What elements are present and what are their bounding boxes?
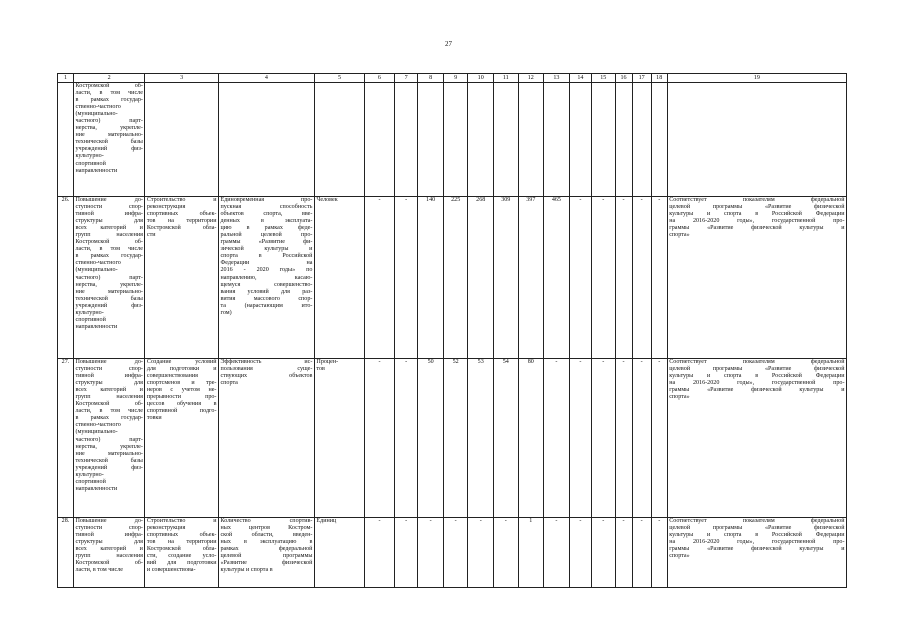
value-cell xyxy=(494,83,519,197)
note-cell xyxy=(667,83,846,197)
value-cell: - xyxy=(615,197,632,359)
event-line: спортивной подго- xyxy=(146,408,217,415)
note-cell xyxy=(667,359,846,518)
objective-line: групп населения xyxy=(75,232,143,239)
event-line: товки xyxy=(146,415,162,422)
value-cell: - xyxy=(615,359,632,518)
value-cell: 397 xyxy=(518,197,544,359)
value-cell: - xyxy=(394,197,417,359)
value-cell: - xyxy=(632,359,651,518)
note-line: спорта» xyxy=(669,553,690,560)
value-cell: - xyxy=(569,359,591,518)
indicator-line: ральной целевой про- xyxy=(220,232,313,239)
indicator-line: денных в эксплуата- xyxy=(220,218,313,225)
value-cell: - xyxy=(365,197,395,359)
value-cell xyxy=(592,83,615,197)
column-number: 9 xyxy=(443,74,468,83)
event-line: тов на территории xyxy=(146,218,217,225)
note-line: культуры и спорта в Российской Федерации xyxy=(669,211,845,218)
value-cell xyxy=(632,83,651,197)
indicator-line: пользования суще- xyxy=(220,366,313,373)
objective-line: структуры для xyxy=(75,539,143,546)
event-line: Создание условий xyxy=(146,359,217,365)
objective-line: ние материально- xyxy=(75,450,143,457)
note-line: на 2016-2020 годы», государственной про- xyxy=(669,380,845,387)
column-number: 6 xyxy=(365,74,395,83)
note-line: граммы «Развитие физической культуры и xyxy=(669,225,845,232)
value-cell: 268 xyxy=(468,197,494,359)
objective-line: (муниципально- xyxy=(75,267,118,274)
note-line: граммы «Развитие физической культуры и xyxy=(669,546,845,553)
objective-line: учреждений физ- xyxy=(75,302,143,309)
objective-line: культурно- xyxy=(75,153,104,160)
column-number: 7 xyxy=(394,74,417,83)
value-cell: 52 xyxy=(443,359,468,518)
value-cell: - xyxy=(632,197,651,359)
objective-cell xyxy=(73,197,144,359)
indicator-line: Единовременная про- xyxy=(220,197,313,203)
objective-line: технической базы xyxy=(75,457,143,464)
column-number: 1 xyxy=(58,74,74,83)
indicator-cell xyxy=(218,83,314,197)
unit-cell xyxy=(314,197,364,359)
event-line: тов на территории xyxy=(146,539,217,546)
column-number: 10 xyxy=(468,74,494,83)
indicator-cell xyxy=(218,359,314,518)
objective-line: культурно- xyxy=(75,309,104,316)
note-line: Соответствует показателям федеральной xyxy=(669,197,845,203)
objective-line: ственно-частного xyxy=(75,104,121,111)
objective-line: спортивной xyxy=(75,478,106,485)
objective-line: тивной инфра- xyxy=(75,532,143,539)
table-row xyxy=(58,197,847,359)
indicator-line: Федерации на xyxy=(220,260,313,267)
column-number: 12 xyxy=(518,74,544,83)
objective-line: ласти, в том числе xyxy=(75,567,123,574)
indicator-cell xyxy=(218,518,314,588)
objective-line: ступности спор- xyxy=(75,366,143,373)
note-line: Соответствует показателям федеральной xyxy=(669,359,845,365)
value-cell: - xyxy=(569,197,591,359)
event-line: реконструкция xyxy=(146,525,186,532)
objective-line: ласти, в том числе xyxy=(75,246,143,253)
indicator-line: направлению, касаю- xyxy=(220,274,313,281)
value-cell xyxy=(394,83,417,197)
objective-line: спортивной xyxy=(75,160,106,167)
value-cell: 309 xyxy=(494,197,519,359)
row-number xyxy=(58,83,74,197)
note-line: на 2016-2020 годы», государственной про- xyxy=(669,539,845,546)
event-line: Костромской обла- xyxy=(146,546,217,553)
objective-line: Костромской об- xyxy=(75,83,143,89)
indicator-cell xyxy=(218,197,314,359)
objective-line: в рамках государ- xyxy=(75,253,143,260)
indicators-table xyxy=(57,73,847,588)
objective-line: технической базы xyxy=(75,295,143,302)
value-cell: 1 xyxy=(518,518,544,588)
note-line: целевой программы «Развитие физической xyxy=(669,204,845,211)
objective-line: структуры для xyxy=(75,380,143,387)
objective-line: ступности спор- xyxy=(75,204,143,211)
unit-cell xyxy=(314,83,364,197)
table-row xyxy=(58,359,847,518)
objective-line: частного) парт- xyxy=(75,274,143,281)
value-cell: - xyxy=(632,518,651,588)
value-cell xyxy=(443,83,468,197)
value-cell: 50 xyxy=(418,359,444,518)
event-cell xyxy=(145,359,219,518)
value-cell: 80 xyxy=(518,359,544,518)
objective-line: всех категорий и xyxy=(75,546,143,553)
table-row xyxy=(58,518,847,588)
row-number: 26. xyxy=(58,197,74,359)
event-line: спортивных объек- xyxy=(146,532,217,539)
objective-line: структуры для xyxy=(75,218,143,225)
value-cell xyxy=(615,83,632,197)
indicator-line: Эффективность ис- xyxy=(220,359,313,365)
value-cell: 140 xyxy=(418,197,444,359)
unit-line: Человек xyxy=(316,197,338,203)
unit-cell xyxy=(314,359,364,518)
column-number: 19 xyxy=(667,74,846,83)
column-number: 18 xyxy=(651,74,667,83)
indicator-line: 2016 - 2020 годы» по xyxy=(220,267,313,274)
event-cell xyxy=(145,83,219,197)
unit-cell xyxy=(314,518,364,588)
indicator-line: гом) xyxy=(220,309,232,316)
indicator-line: зической культуры и xyxy=(220,246,313,253)
objective-line: (муниципально- xyxy=(75,429,118,436)
event-line: Костромской обла- xyxy=(146,225,217,232)
indicator-line: ской области, введен- xyxy=(220,532,313,539)
value-cell: - xyxy=(651,359,667,518)
row-number: 27. xyxy=(58,359,74,518)
value-cell: 53 xyxy=(468,359,494,518)
column-number: 4 xyxy=(218,74,314,83)
indicator-line: ных в эксплуатацию в xyxy=(220,539,313,546)
objective-line: групп населения xyxy=(75,394,143,401)
event-cell xyxy=(145,518,219,588)
objective-line: (муниципально- xyxy=(75,111,118,118)
unit-line: тов xyxy=(316,366,325,373)
value-cell: - xyxy=(651,518,667,588)
objective-cell xyxy=(73,518,144,588)
event-line: вий для подготовки xyxy=(146,560,217,567)
value-cell xyxy=(365,83,395,197)
column-number: 2 xyxy=(73,74,144,83)
objective-line: групп населения xyxy=(75,553,143,560)
objective-line: Костромской об- xyxy=(75,560,143,567)
value-cell: - xyxy=(569,518,591,588)
objective-line: ласти, в том числе xyxy=(75,408,143,415)
value-cell: - xyxy=(443,518,468,588)
indicator-line: вания условий для раз- xyxy=(220,288,313,295)
objective-line: частного) парт- xyxy=(75,436,143,443)
value-cell xyxy=(468,83,494,197)
note-line: граммы «Развитие физической культуры и xyxy=(669,387,845,394)
value-cell: - xyxy=(592,359,615,518)
column-number: 17 xyxy=(632,74,651,83)
objective-line: ние материально- xyxy=(75,132,143,139)
indicator-line: пускная способность xyxy=(220,204,313,211)
column-number: 8 xyxy=(418,74,444,83)
indicator-line: спорта в Российской xyxy=(220,253,313,260)
objective-line: ние материально- xyxy=(75,288,143,295)
unit-line: Единиц xyxy=(316,518,337,524)
note-cell xyxy=(667,518,846,588)
objective-line: спортивной xyxy=(75,316,106,323)
indicator-line: вития массового спор- xyxy=(220,295,313,302)
column-number: 16 xyxy=(615,74,632,83)
value-cell: 465 xyxy=(544,197,570,359)
value-cell xyxy=(569,83,591,197)
value-cell: - xyxy=(418,518,444,588)
column-number: 15 xyxy=(592,74,615,83)
value-cell xyxy=(651,83,667,197)
objective-line: направленности xyxy=(75,323,118,330)
unit-line: Процен- xyxy=(316,359,339,365)
note-line: целевой программы «Развитие физической xyxy=(669,525,845,532)
value-cell: - xyxy=(651,197,667,359)
indicator-line: ных центров Костром- xyxy=(220,525,313,532)
indicator-line: цию в рамках феде- xyxy=(220,225,313,232)
event-line: сти, создание усло- xyxy=(146,553,217,560)
column-number-row xyxy=(58,74,847,83)
note-line: культуры и спорта в Российской Федерации xyxy=(669,373,845,380)
objective-cell xyxy=(73,83,144,197)
objective-line: направленности xyxy=(75,167,118,174)
objective-line: ственно-частного xyxy=(75,422,121,429)
objective-line: нерства, укрепле- xyxy=(75,125,143,132)
event-line: и совершенствова- xyxy=(146,567,196,574)
objective-line: ласти, в том числе xyxy=(75,90,143,97)
indicator-line: та (нарастающим ито- xyxy=(220,302,313,309)
indicator-line: объектов спорта, вве- xyxy=(220,211,313,218)
column-number: 11 xyxy=(494,74,519,83)
event-line: совершенствования xyxy=(146,373,198,380)
value-cell: - xyxy=(494,518,519,588)
value-cell: 225 xyxy=(443,197,468,359)
note-line: спорта» xyxy=(669,394,690,401)
page-number: 27 xyxy=(445,40,452,48)
column-number: 3 xyxy=(145,74,219,83)
note-line: Соответствует показателям федеральной xyxy=(669,518,845,524)
value-cell: - xyxy=(615,518,632,588)
event-line: спортивных объек- xyxy=(146,211,217,218)
objective-cell xyxy=(73,359,144,518)
objective-line: тивной инфра- xyxy=(75,211,143,218)
table-row xyxy=(58,83,847,197)
objective-line: учреждений физ- xyxy=(75,146,143,153)
note-line: культуры и спорта в Российской Федерации xyxy=(669,532,845,539)
event-line: сти xyxy=(146,232,156,239)
value-cell: - xyxy=(544,518,570,588)
value-cell: - xyxy=(365,518,395,588)
note-cell xyxy=(667,197,846,359)
indicator-line: «Развитие физической xyxy=(220,560,313,567)
indicator-line: ствующих объектов xyxy=(220,373,313,380)
event-line: спортсменов и тре- xyxy=(146,380,217,387)
indicator-line: рамках федеральной xyxy=(220,546,313,553)
objective-line: Повышение до- xyxy=(75,359,143,365)
value-cell: - xyxy=(592,518,615,588)
value-cell: - xyxy=(365,359,395,518)
column-number: 5 xyxy=(314,74,364,83)
column-number: 13 xyxy=(544,74,570,83)
event-line: Строительство и xyxy=(146,518,217,524)
value-cell: - xyxy=(592,197,615,359)
objective-line: технической базы xyxy=(75,139,143,146)
row-number: 28. xyxy=(58,518,74,588)
objective-line: Повышение до- xyxy=(75,197,143,203)
note-line: спорта» xyxy=(669,232,690,239)
value-cell: - xyxy=(468,518,494,588)
objective-line: культурно- xyxy=(75,471,104,478)
objective-line: частного) парт- xyxy=(75,118,143,125)
objective-line: нерства, укрепле- xyxy=(75,443,143,450)
indicator-line: целевой программы xyxy=(220,553,313,560)
objective-line: в рамках государ- xyxy=(75,415,143,422)
value-cell xyxy=(518,83,544,197)
objective-line: нерства, укрепле- xyxy=(75,281,143,288)
value-cell xyxy=(418,83,444,197)
objective-line: ственно-частного xyxy=(75,260,121,267)
objective-line: направленности xyxy=(75,485,118,492)
objective-line: Костромской об- xyxy=(75,401,143,408)
event-line: прерывности про- xyxy=(146,394,217,401)
objective-line: всех категорий и xyxy=(75,387,143,394)
column-number: 14 xyxy=(569,74,591,83)
objective-line: в рамках государ- xyxy=(75,97,143,104)
objective-line: всех категорий и xyxy=(75,225,143,232)
value-cell: 54 xyxy=(494,359,519,518)
event-line: для подготовки и xyxy=(146,366,217,373)
indicator-line: щемуся совершенство- xyxy=(220,281,313,288)
event-line: цессов обучения в xyxy=(146,401,217,408)
objective-line: учреждений физ- xyxy=(75,464,143,471)
note-line: целевой программы «Развитие физической xyxy=(669,366,845,373)
objective-line: тивной инфра- xyxy=(75,373,143,380)
value-cell: - xyxy=(394,518,417,588)
note-line: на 2016-2020 годы», государственной про- xyxy=(669,218,845,225)
objective-line: ступности спор- xyxy=(75,525,143,532)
value-cell: - xyxy=(544,359,570,518)
indicator-line: спорта xyxy=(220,380,238,387)
indicator-line: культуры и спорта в xyxy=(220,567,273,574)
event-line: реконструкция xyxy=(146,204,186,211)
event-line: неров с учетом не- xyxy=(146,387,217,394)
indicator-line: граммы «Развитие фи- xyxy=(220,239,313,246)
objective-line: Повышение до- xyxy=(75,518,143,524)
value-cell: - xyxy=(394,359,417,518)
event-line: Строительство и xyxy=(146,197,217,203)
objective-line: Костромской об- xyxy=(75,239,143,246)
indicator-line: Количество спортив- xyxy=(220,518,313,524)
value-cell xyxy=(544,83,570,197)
event-cell xyxy=(145,197,219,359)
